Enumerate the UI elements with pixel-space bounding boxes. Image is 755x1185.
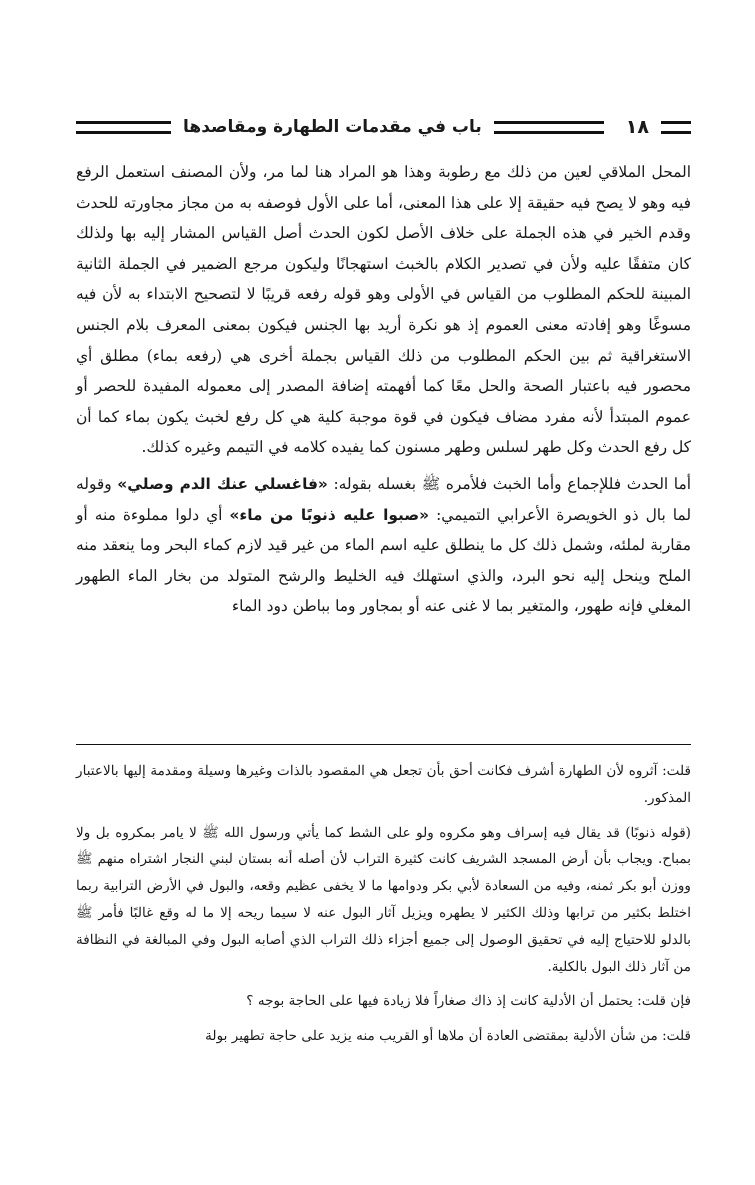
page-number: ١٨ bbox=[625, 116, 649, 138]
running-header bbox=[76, 114, 691, 140]
main-paragraph: المحل الملاقي لعين من ذلك مع رطوبة وهذا هو المراد هنا لما مر، ولأن المصنف استعمل الرفع فيه وهو لا يصح فيه حقيقة إلا على هذا المعنى، أما على الأول فوصفه به من مجاز مجاورته للحدث وقدم الخير في هذه الجملة على خلاف الأصل لكون الحدث أصل القياس المشار إليه بها ولذلك كان متفقًا عليه ولأن في تصدير الكلام بالخبث استهجانًا وليكون مرجع الضمير في الجملة الثانية المبينة للحكم المطلوب من القياس في الأولى وهو قوله رفعه قريبًا لا لتصحيح الابتداء به لأن فيه مسوغًا وهو إفادته معنى العموم إذ هو نكرة أريد بها الجنس فيكون بمعنى المعرف بلام الجنس الاستغراقية ثم بين الحكم المطلوب من ذلك القياس بجملة أخرى هي (رفعه بماء) مطلق أي محصور فيه باعتبار الصحة والحل معًا كما أفهمته إضافة المصدر إلى معموله المفيدة للحصر أو عموم المبتدأ لأنه مفرد مضاف فيكون في قوة موجبة كلية هي كل رفع لخبث يكون بماء كما أن كل رفع الحدث وكل طهر لسلس وطهر مسنون كما يفيده كلامه في التيمم وغيره كذلك. bbox=[76, 163, 691, 457]
hadith-quote: «فاغسلي عنك الدم وصلي» bbox=[117, 474, 328, 493]
footnotes bbox=[76, 758, 691, 1058]
footnote-separator bbox=[76, 744, 691, 745]
footnote: قلت: آثروه لأن الطهارة أشرف فكانت أحق بأن تجعل هي المقصود بالذات وغيرها وسيلة ومقدمة إليها بالاعتبار المذكور. bbox=[76, 763, 691, 806]
chapter-title: باب في مقدمات الطهارة ومقاصدها bbox=[183, 117, 482, 137]
hadith-quote: «صبوا عليه ذنوبًا من ماء» bbox=[229, 505, 430, 524]
paragraph-text: أي دلوا مملوءة منه أو مقاربة لملئه، وشمل ذلك كل ما ينطلق عليه اسم الماء من غير قيد لازم كماء البحر وما ينعقد منه الملح وينحل إليه نحو البرد، والذي استهلك فيه الخليط والرشح المتولد من بخار الماء الطهور المغلي فإنه طهور، والمتغير بما لا غنى عنه أو بمجاور وما بباطن دود الماء bbox=[76, 505, 691, 616]
footnote: (قوله ذنوبًا) قد يقال فيه إسراف وهو مكروه ولو على الشط كما يأتي ورسول الله ﷺ لا يامر بمكروه بل ولا بمباح. ويجاب بأن أرض المسجد الشريف كانت كثيرة التراب لأن أصله أنه بستان لبني النجار اشتراه منهم ﷺ ووزن أبو بكر ثمنه، وفيه من السعادة لأبي بكر ودوامها ما لا يخفى عظيم وقعه، والبول في الأرض الترابية ربما اختلط بكثير من ترابها وذلك الكثير لا يطهره ويزيل آثار البول عنه لا سيما ريحه إلا ما له وقع غالبًا فأمر ﷺ بالدلو للاحتياج إليه في تحقيق الوصول إلى جميع أجزاء ذلك التراب الذي أصابه البول وفي المبالغة في النظافة من آثار ذلك البول بالكلية. bbox=[76, 824, 691, 975]
paragraph-text: أما الحدث فللإجماع وأما الخبث فلأمره ﷺ بغسله بقوله: bbox=[327, 474, 691, 493]
paragraph-text: وقوله لما بال ذو الخويصرة الأعرابي التميمي: bbox=[76, 474, 692, 524]
footnote: فإن قلت: يحتمل أن الأدلية كانت إذ ذاك صغاراً فلا زيادة فيها على الحاجة بوجه ؟ bbox=[246, 993, 691, 1010]
header-rule-right bbox=[661, 121, 691, 134]
footnote: قلت: من شأن الأدلية بمقتضى العادة أن ملاها أو القريب منه يزيد على حاجة تطهير بولة bbox=[205, 1028, 691, 1045]
main-paragraph-2 bbox=[76, 469, 691, 622]
main-text bbox=[76, 157, 691, 622]
header-rule-left bbox=[76, 121, 171, 134]
header-rule-middle bbox=[494, 121, 604, 134]
